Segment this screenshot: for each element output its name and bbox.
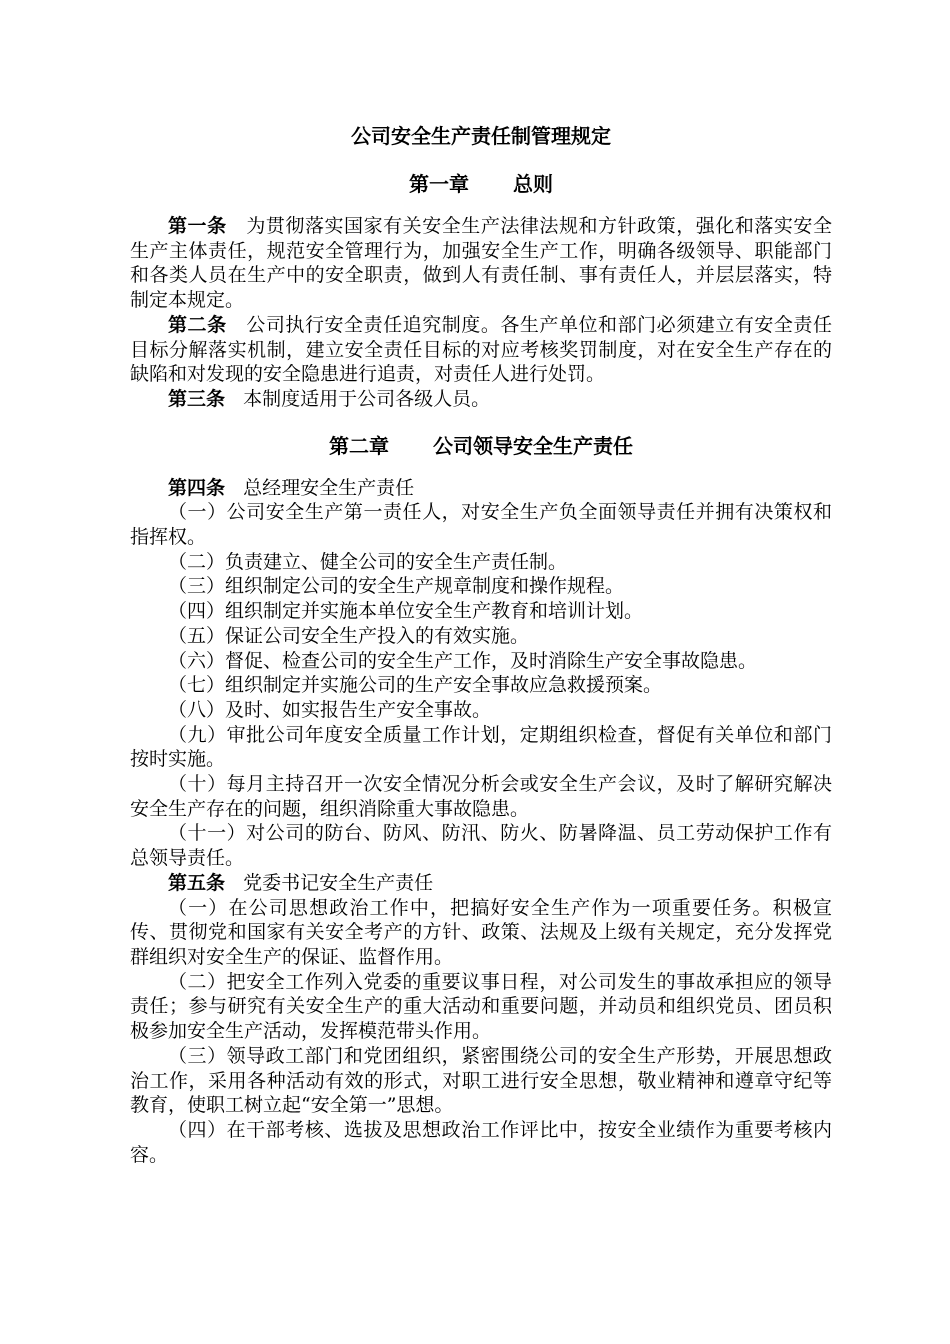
article-4-item: （二）负责建立、健全公司的安全生产责任制。 xyxy=(168,550,568,573)
article-4-item: （六）督促、检查公司的安全生产工作，及时消除生产安全事故隐患。 xyxy=(168,649,758,672)
article-5-head: 第五条 xyxy=(168,871,226,894)
article-5-item: （四）在干部考核、选拔及思想政治工作评比中，按安全业绩作为重要考核内容。 xyxy=(130,1118,832,1166)
article-1-text: 为贯彻落实国家有关安全生产法律法规和方针政策，强化和落实安全生产主体责任，规范安全管理行为，加强安全生产工作，明确各级领导、职能部门和各类人员在生产中的安全职责，做到人有责任制、事有责任人，并层层落实，特制定本规定。 xyxy=(130,215,832,312)
article-5-text: 党委书记安全生产责任 xyxy=(243,871,434,894)
chapter-2-name: 公司领导安全生产责任 xyxy=(433,433,633,458)
article-4-item: （八）及时、如实报告生产安全事故。 xyxy=(168,698,492,721)
chapter-1-heading xyxy=(130,166,832,202)
chapter-2-number: 第二章 xyxy=(329,433,389,458)
document-title: 公司安全生产责任制管理规定 xyxy=(351,124,611,148)
article-3-head: 第三条 xyxy=(168,387,226,410)
article-3-text: 本制度适用于公司各级人员。 xyxy=(243,387,491,410)
article-3 xyxy=(130,387,832,412)
article-4-item: （九）审批公司年度安全质量工作计划，定期组织检查，督促有关单位和部门按时实施。 xyxy=(130,723,832,771)
article-5-item: （一）在公司思想政治工作中，把搞好安全生产作为一项重要任务。积极宣传、贯彻党和国家有关安全考产的方针、政策、法规及上级有关规定，充分发挥党群组织对安全生产的保证、监督作用。 xyxy=(130,896,832,968)
article-2 xyxy=(130,313,832,387)
article-4-item: （十）每月主持召开一次安全情况分析会或安全生产会议，及时了解研究解决安全生产存在的问题，组织消除重大事故隐患。 xyxy=(130,773,832,820)
article-4-head: 第四条 xyxy=(168,476,226,499)
article-5 xyxy=(130,871,832,896)
article-4-text: 总经理安全生产责任 xyxy=(243,476,415,499)
chapter-2-heading xyxy=(130,428,832,464)
article-4-item: （四）组织制定并实施本单位安全生产教育和培训计划。 xyxy=(168,600,644,623)
article-4-item: （一）公司安全生产第一责任人，对安全生产负全面领导责任并拥有决策权和指挥权。 xyxy=(130,501,832,549)
article-5-item: （二）把安全工作列入党委的重要议事日程，对公司发生的事故承担应的领导责任；参与研究有关安全生产的重大活动和重要问题，并动员和组织党员、团员积极参加安全生产活动，发挥模范带头作用。 xyxy=(130,970,832,1043)
article-2-head: 第二条 xyxy=(168,313,227,336)
article-4-item: （五）保证公司安全生产投入的有效实施。 xyxy=(168,624,530,647)
article-1 xyxy=(130,214,832,313)
article-1-head: 第一条 xyxy=(168,215,227,237)
article-4-item: （七）组织制定并实施公司的生产安全事故应急救援预案。 xyxy=(168,674,663,697)
article-2-text: 公司执行安全责任追究制度。各生产单位和部门必须建立有安全责任目标分解落实机制，建立安全责任目标的对应考核奖罚制度，对在安全生产存在的缺陷和对发现的安全隐患进行追责，对责任人进行处罚。 xyxy=(130,313,832,386)
article-4-item: （十一）对公司的防台、防风、防汛、防火、防暑降温、员工劳动保护工作有总领导责任。 xyxy=(130,822,832,870)
chapter-1-name: 总则 xyxy=(513,172,553,196)
article-4 xyxy=(130,476,832,501)
chapter-1-number: 第一章 xyxy=(409,172,469,196)
article-4-item: （三）组织制定公司的安全生产规章制度和操作规程。 xyxy=(168,575,625,598)
article-5-item: （三）领导政工部门和党团组织，紧密围绕公司的安全生产形势，开展思想政治工作，采用各种活动有效的形式，对职工进行安全思想，敬业精神和遵章守纪等教育，使职工树立起“安全第一”思想。 xyxy=(130,1044,832,1117)
